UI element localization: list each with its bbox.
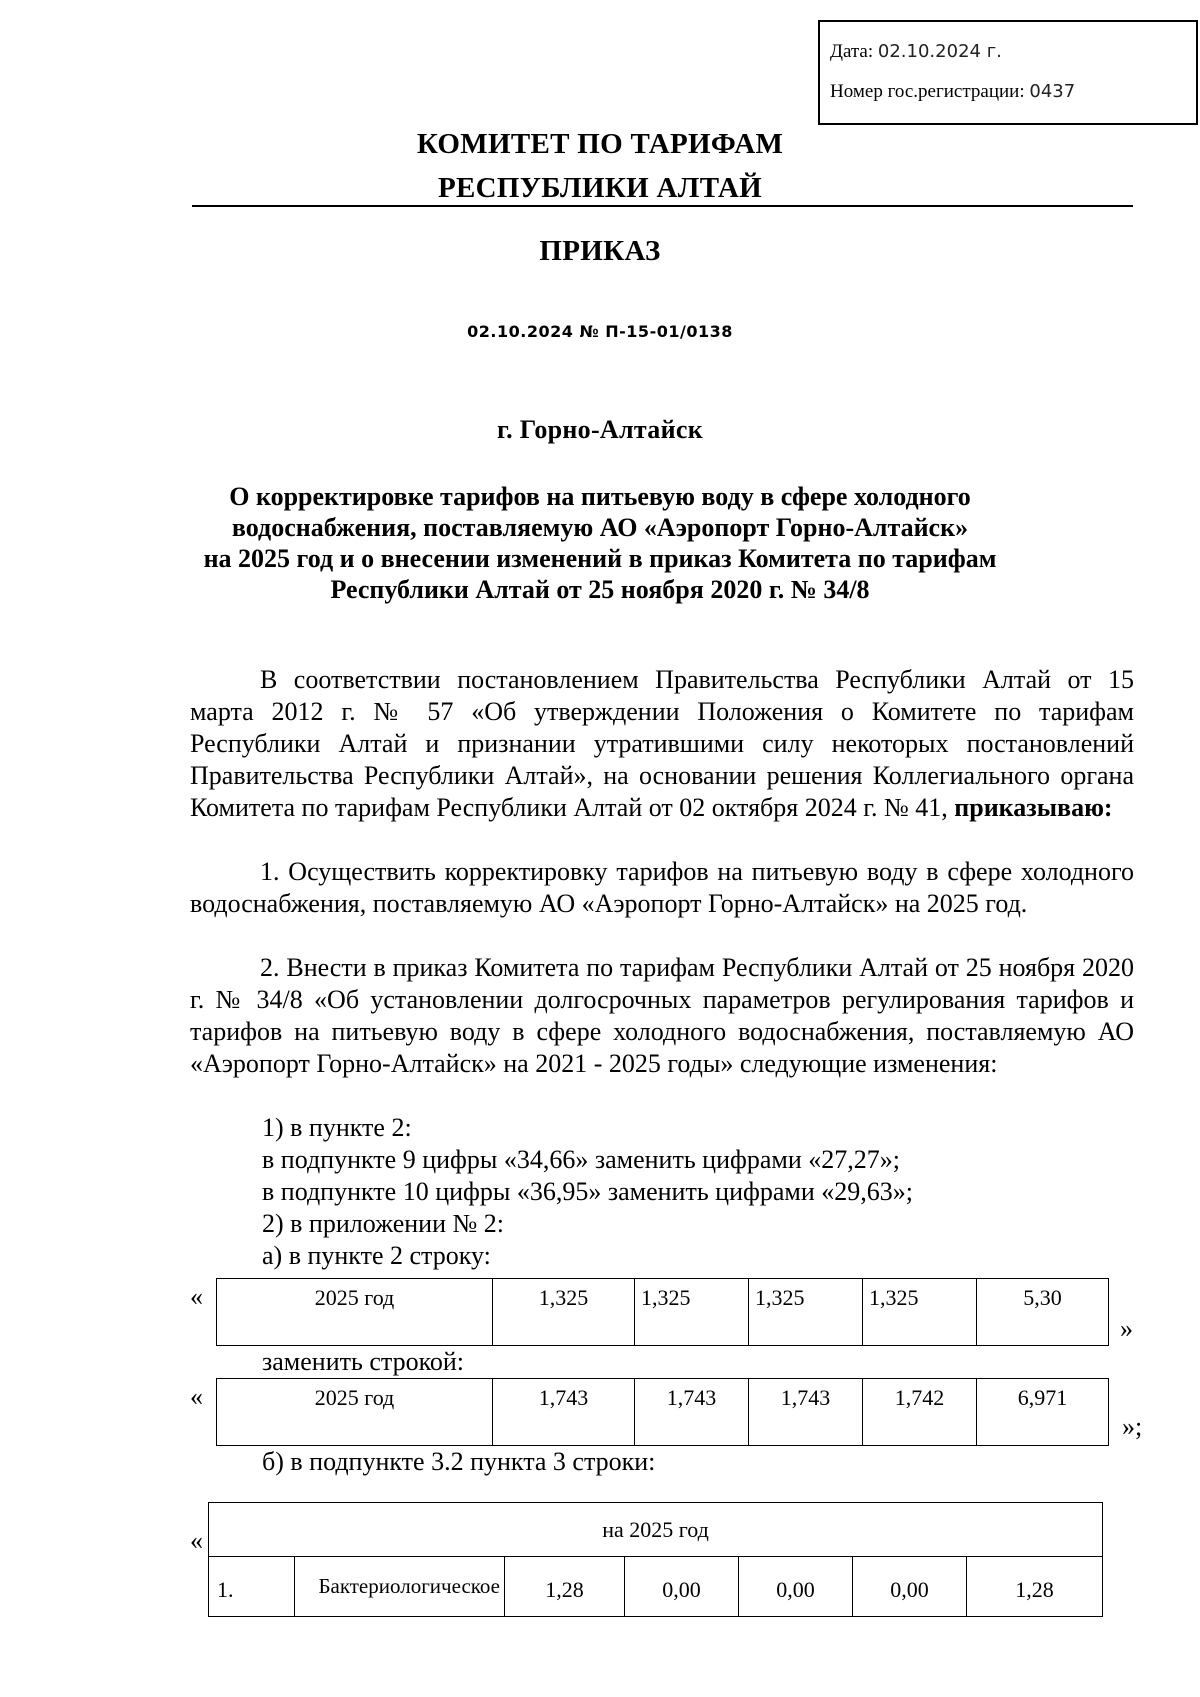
stamp-reg-value: 0437 [1029, 81, 1076, 102]
title-line-1: О корректировке тарифов на питьевую воду в сфере холодного [229, 482, 971, 511]
item-2: 2. Внести в приказ Комитета по тарифам Республики Алтай от 25 ноября 2020 г. № 34/8 «Об установлении долгосрочных параметров регулирования тарифов и тарифов на питьевую воду в сфере холодного водоснабжения, поставляемую АО «Аэропорт Горно-Алтайск» на 2021 - 2025 годы» следующие изменения: [190, 953, 1134, 1078]
sub-item-2: 2) в приложении № 2: [262, 1209, 505, 1238]
title-line-2: водоснабжения, поставляемую АО «Аэропорт Горно-Алтайск» [231, 513, 969, 542]
doc-type: ПРИКАЗ [539, 235, 661, 267]
stamp-date-row [830, 32, 1196, 72]
sub-item-1: 1) в пункте 2: [262, 1113, 412, 1142]
registration-stamp [818, 20, 1198, 125]
title-line-4: Республики Алтай от 25 ноября 2020 г. № 34/8 [330, 575, 870, 604]
quote-open-1: « [190, 1282, 203, 1311]
sub-item-2b: б) в подпункте 3.2 пункта 3 строки: [262, 1447, 656, 1476]
table-row [209, 1503, 1103, 1557]
stamp-date-value: 02.10.2024 г. [877, 41, 1002, 62]
table-old-row [216, 1278, 1109, 1346]
table-new-row [216, 1378, 1109, 1446]
quote-close-1: » [1120, 1314, 1133, 1343]
replace-with-label: заменить строкой: [262, 1347, 465, 1376]
table-cell: 5,30 [977, 1279, 1109, 1346]
table-cell: 1,325 [863, 1279, 977, 1346]
table-cell: 1,325 [749, 1279, 863, 1346]
sub-item-1b: в подпункте 10 цифры «36,95» заменить цифрами «29,63»; [262, 1177, 913, 1206]
intro-text: В соответствии постановлением Правительства Республики Алтай от 15 марта 2012 г. № 57 «Об утверждении Положения о Комитете по тарифам Республики Алтай и признании утратившими силу некоторых постановлений Правительства Республики Алтай», на основании решения Коллегиального органа Комитета по тарифам Республики Алтай от 02 октября 2024 г. № 41, [190, 665, 1134, 822]
table-cell: 1,28 [967, 1557, 1103, 1617]
doc-number: 02.10.2024 № П-15-01/0138 [467, 322, 733, 341]
table-cell: Бактериологическое [295, 1557, 505, 1617]
table-cell: 1,325 [635, 1279, 749, 1346]
title-line-3: на 2025 год и о внесении изменений в приказ Комитета по тарифам [203, 544, 997, 573]
table-header-cell: на 2025 год [209, 1503, 1103, 1557]
table-row [209, 1557, 1103, 1617]
table-cell: 1,743 [635, 1379, 749, 1446]
org-name-line2: РЕСПУБЛИКИ АЛТАЙ [437, 172, 763, 204]
table-cell: 1,743 [749, 1379, 863, 1446]
quote-close-2: »; [1122, 1412, 1143, 1441]
sub-item-2a: а) в пункте 2 строку: [262, 1241, 491, 1270]
stamp-reg-row [830, 72, 1196, 112]
header-divider [192, 205, 1133, 207]
table-cell: 2025 год [217, 1379, 493, 1446]
intro-bold: приказываю: [954, 793, 1113, 822]
table-cell: 0,00 [625, 1557, 739, 1617]
table-cell: 1,742 [863, 1379, 977, 1446]
table-row [217, 1379, 1109, 1446]
item-1: 1. Осуществить корректировку тарифов на питьевую воду в сфере холодного водоснабжения, поставляемую АО «Аэропорт Горно-Алтайск» на 2025 год. [190, 857, 1134, 918]
city: г. Горно-Алтайск [497, 415, 703, 444]
table-cell: 0,00 [853, 1557, 967, 1617]
table-cell: 1,743 [493, 1379, 635, 1446]
table-cell: 1. [209, 1557, 295, 1617]
stamp-date-label: Дата: [830, 41, 874, 62]
table-row [217, 1279, 1109, 1346]
table-b [208, 1502, 1103, 1617]
quote-open-2: « [190, 1382, 203, 1411]
quote-open-3: « [190, 1526, 203, 1555]
table-cell: 1,325 [493, 1279, 635, 1346]
table-cell: 0,00 [739, 1557, 853, 1617]
table-cell: 1,28 [505, 1557, 625, 1617]
org-name-line1: КОМИТЕТ ПО ТАРИФАМ [416, 128, 784, 160]
intro-paragraph [190, 664, 1134, 824]
sub-item-1a: в подпункте 9 цифры «34,66» заменить цифрами «27,27»; [262, 1145, 900, 1174]
doc-title [0, 481, 1200, 605]
table-cell: 2025 год [217, 1279, 493, 1346]
stamp-reg-label: Номер гос.регистрации: [830, 81, 1025, 102]
table-cell: 6,971 [977, 1379, 1109, 1446]
